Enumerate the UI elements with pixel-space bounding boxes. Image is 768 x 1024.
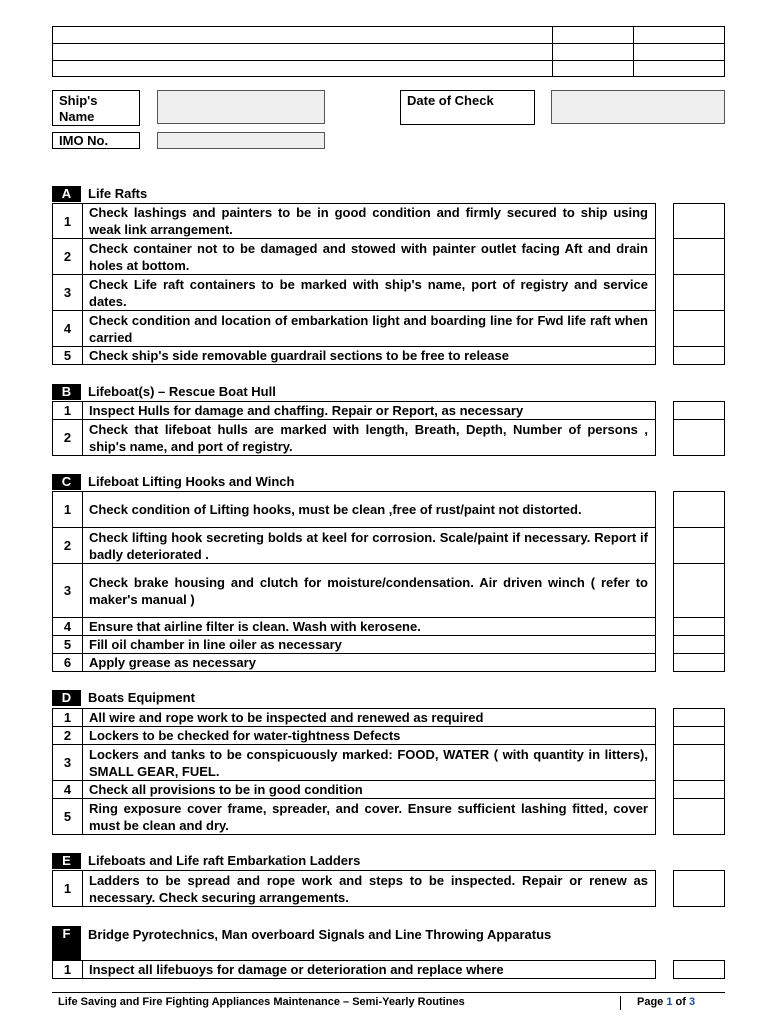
ships-name-field[interactable]: [157, 90, 325, 124]
check-box[interactable]: [673, 310, 725, 347]
checklist-row: [52, 401, 656, 420]
imo-field[interactable]: [157, 132, 325, 149]
item-text: Lockers and tanks to be conspicuously marked: FOOD, WATER ( with quantity in litters), SMALL GEAR, FUEL.: [89, 746, 648, 779]
item-text: Lockers to be checked for water-tightness Defects: [89, 728, 401, 743]
section-letter: [52, 926, 81, 960]
section-letter: D: [52, 690, 81, 706]
section-title: Lifeboat Lifting Hooks and Winch: [88, 474, 295, 489]
section-letter: B: [52, 384, 81, 400]
page-word: Page: [637, 996, 664, 1008]
checklist-row: [52, 274, 656, 311]
check-box[interactable]: [673, 780, 725, 799]
section-title: Life Rafts: [88, 186, 148, 201]
check-box[interactable]: [673, 563, 725, 618]
checklist-row: [52, 527, 656, 564]
item-number: 4: [53, 311, 83, 346]
footer-divider: [52, 992, 725, 993]
checklist-row: [52, 617, 656, 636]
item-number: 2: [53, 528, 83, 563]
checklist-row: [52, 870, 656, 907]
date-of-check-label: Date of Check: [400, 90, 535, 125]
item-number: 2: [53, 420, 83, 455]
section-title: Lifeboat(s) – Rescue Boat Hull: [88, 384, 276, 399]
check-box[interactable]: [673, 870, 725, 907]
item-text: Check condition and location of embarkation light and boarding line for Fwd life raft when carried: [89, 312, 648, 345]
footer-title: Life Saving and Fire Fighting Appliances Maintenance – Semi-Yearly Routines: [58, 996, 465, 1008]
checklist-row: [52, 798, 656, 835]
section-letter: E: [52, 853, 81, 869]
check-box[interactable]: [673, 203, 725, 239]
page-indicator: [637, 996, 695, 1008]
check-box[interactable]: [673, 274, 725, 311]
check-box[interactable]: [673, 744, 725, 781]
check-box[interactable]: [673, 419, 725, 456]
item-text: All wire and rope work to be inspected and renewed as required: [89, 710, 484, 725]
check-box[interactable]: [673, 726, 725, 745]
section-letter-text: F: [62, 926, 71, 941]
check-box[interactable]: [673, 527, 725, 564]
section-letter: C: [52, 474, 81, 490]
item-text: Inspect Hulls for damage and chaffing. Repair or Report, as necessary: [89, 403, 524, 418]
section-title: Bridge Pyrotechnics, Man overboard Signals and Line Throwing Apparatus: [88, 927, 552, 942]
item-text: Apply grease as necessary: [89, 655, 256, 670]
item-text: Check lashings and painters to be in good condition and firmly secured to ship using weak link arrangement.: [89, 205, 648, 237]
item-text: Fill oil chamber in line oiler as necessary: [89, 637, 342, 652]
item-text: Check lifting hook secreting bolds at keel for corrosion. Scale/paint if necessary. Report if badly deteriorated .: [89, 529, 648, 562]
item-text: Check condition of Lifting hooks, must be clean ,free of rust/paint not distorted.: [89, 502, 582, 517]
header-row-divider: [53, 43, 724, 44]
checklist-row: [52, 653, 656, 672]
of-word: of: [675, 996, 686, 1008]
section-title: Boats Equipment: [88, 690, 195, 705]
section-title: Lifeboats and Life raft Embarkation Ladders: [88, 853, 361, 868]
item-text: Ring exposure cover frame, spreader, and cover. Ensure sufficient lashing fitted, cover must be clean and dry.: [89, 800, 648, 833]
header-row-divider: [53, 60, 724, 61]
checklist-row: [52, 780, 656, 799]
item-number: 2: [53, 239, 83, 274]
date-of-check-field[interactable]: [551, 90, 725, 124]
check-box[interactable]: [673, 617, 725, 636]
check-box[interactable]: [673, 401, 725, 420]
item-text: Check brake housing and clutch for moisture/condensation. Air driven winch ( refer to maker's manual ): [89, 574, 648, 607]
item-text: Check container not to be damaged and stowed with painter outlet facing Aft and drain holes at bottom.: [89, 240, 648, 273]
checklist-row: [52, 635, 656, 654]
item-text: Check all provisions to be in good condition: [89, 782, 363, 797]
item-number: 1: [53, 492, 83, 527]
checklist-row: [52, 310, 656, 347]
checklist-row: [52, 744, 656, 781]
check-box[interactable]: [673, 238, 725, 275]
header-table: [52, 26, 725, 77]
checklist-row: [52, 563, 656, 618]
item-number: 1: [53, 402, 83, 419]
item-number: 3: [53, 564, 83, 617]
checklist-row: [52, 346, 656, 365]
check-box[interactable]: [673, 960, 725, 979]
header-col-divider: [552, 27, 553, 76]
checklist-row: [52, 726, 656, 745]
section-letter: A: [52, 186, 81, 202]
page-number: 1: [666, 996, 673, 1008]
item-text: Check that lifeboat hulls are marked with length, Breath, Depth, Number of persons , ship's name, and port of registry.: [89, 421, 648, 454]
imo-label: IMO No.: [52, 132, 140, 149]
item-number: 1: [53, 709, 83, 726]
item-number: 1: [53, 204, 83, 238]
page-total: 3: [689, 996, 696, 1008]
check-box[interactable]: [673, 798, 725, 835]
checklist-row: [52, 238, 656, 275]
checklist-row: [52, 491, 656, 528]
footer-separator: [620, 996, 621, 1010]
item-number: 5: [53, 636, 83, 653]
item-number: 3: [53, 745, 83, 780]
item-text: Inspect all lifebuoys for damage or deterioration and replace where: [89, 962, 504, 977]
check-box[interactable]: [673, 491, 725, 528]
checklist-row: [52, 960, 656, 979]
item-number: 1: [53, 961, 83, 978]
item-number: 5: [53, 799, 83, 834]
item-number: 4: [53, 781, 83, 798]
header-col-divider: [633, 27, 634, 76]
check-box[interactable]: [673, 346, 725, 365]
item-number: 3: [53, 275, 83, 310]
check-box[interactable]: [673, 635, 725, 654]
item-text: Check Life raft containers to be marked with ship's name, port of registry and service dates.: [89, 276, 648, 309]
item-number: 6: [53, 654, 83, 671]
ships-name-label: Ship's Name: [52, 90, 140, 126]
item-number: 5: [53, 347, 83, 364]
item-number: 4: [53, 618, 83, 635]
item-number: 2: [53, 727, 83, 744]
item-number: 1: [53, 871, 83, 906]
check-box[interactable]: [673, 653, 725, 672]
item-text: Ensure that airline filter is clean. Wash with kerosene.: [89, 619, 421, 634]
checklist-row: [52, 203, 656, 239]
item-text: Ladders to be spread and rope work and steps to be inspected. Repair or renew as necessary. Check securing arrangements.: [89, 872, 648, 905]
checklist-row: [52, 419, 656, 456]
check-box[interactable]: [673, 708, 725, 727]
item-text: Check ship's side removable guardrail sections to be free to release: [89, 348, 509, 363]
checklist-row: [52, 708, 656, 727]
